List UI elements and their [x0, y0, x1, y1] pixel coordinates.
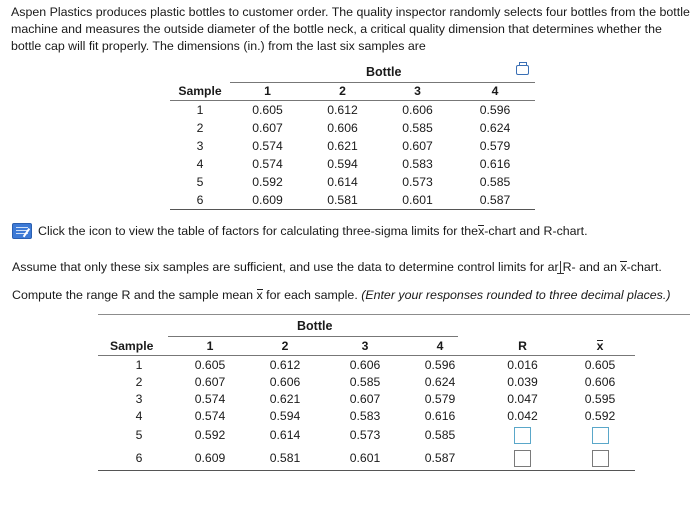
cell: 0.606 — [402, 103, 433, 117]
x-bar-symbol: x — [478, 224, 485, 238]
cell: 0.596 — [424, 357, 456, 372]
cell: 0.574 — [194, 408, 226, 423]
bottle-header: Bottle — [366, 65, 402, 79]
cell: 0.574 — [252, 157, 283, 171]
cell: 0.614 — [327, 175, 358, 189]
factors-link-line[interactable] — [12, 223, 692, 239]
assume-text-post: -chart. — [626, 260, 662, 274]
factors-text-pre: Click the icon to view the table of factors for calculating three-sigma limits for the — [38, 224, 479, 238]
col-bottle-2: 2 — [305, 82, 380, 101]
table-row — [98, 424, 635, 446]
mean-input-cell — [565, 424, 635, 446]
col-bottle-2: 2 — [240, 337, 330, 356]
cell: 0.585 — [424, 428, 456, 442]
x-bar-symbol: x — [596, 339, 604, 353]
table-row — [170, 101, 535, 120]
factors-text-post: -chart and R-chart. — [484, 224, 588, 238]
table-row — [98, 446, 635, 471]
col-mean — [565, 337, 635, 356]
assume-text-pre: Assume that only these six samples are sufficient, and use the data to determine control limits for ar — [12, 260, 559, 274]
cell: 4 — [196, 157, 204, 171]
table-row — [98, 407, 635, 424]
rounding-hint: (Enter your responses rounded to three decimal places.) — [361, 288, 671, 302]
table-row — [170, 155, 535, 173]
cell: 0.573 — [402, 175, 433, 189]
cell: 0.607 — [252, 121, 283, 135]
range-value: 0.016 — [507, 357, 538, 372]
cell: 0.601 — [380, 191, 455, 210]
x-bar-symbol: x — [256, 288, 263, 302]
cell: 0.587 — [455, 191, 535, 210]
cell: 0.594 — [327, 157, 358, 171]
x-bar-symbol: x — [620, 260, 627, 274]
compute-text-pre: Compute the range R and the sample mean — [12, 288, 257, 302]
cell: 0.585 — [402, 121, 433, 135]
col-bottle-4: 4 — [455, 82, 535, 101]
cell: 0.579 — [424, 391, 456, 406]
copy-icon[interactable] — [516, 65, 529, 75]
cell: 0.581 — [240, 446, 330, 471]
cell: 0.612 — [269, 357, 301, 372]
cell: 0.605 — [252, 103, 283, 117]
cell: 0.574 — [252, 139, 283, 153]
table-row — [98, 356, 635, 374]
cell: 0.594 — [269, 408, 301, 423]
cell: 0.579 — [479, 139, 511, 153]
cell: 0.616 — [479, 157, 511, 171]
cell: 0.592 — [194, 428, 226, 442]
cell: 1 — [135, 357, 143, 372]
range-input-5[interactable] — [514, 427, 531, 444]
cell: 0.606 — [327, 121, 358, 135]
mean-value: 0.592 — [584, 408, 616, 423]
problem-intro: Aspen Plastics produces plastic bottles to customer order. The quality inspector randomly selects four bottles from the bottle machine and measures the outside diameter of the bottle neck, a critical quality dimension that determines whether the bottle cap will fit properly. The dimensions (in.) from the last six samples are — [11, 5, 690, 53]
cell: 2 — [135, 374, 143, 389]
cell: 0.607 — [402, 139, 433, 153]
range-value: 0.047 — [507, 391, 538, 406]
cell: 4 — [135, 408, 143, 423]
cell: 0.585 — [479, 175, 511, 189]
cell: 0.583 — [402, 157, 433, 171]
cell: 0.621 — [269, 391, 301, 406]
cell: 0.574 — [194, 391, 226, 406]
range-input-cell — [480, 424, 565, 446]
assume-text-mid: R- and an — [562, 260, 621, 274]
assume-instruction — [12, 260, 692, 274]
table-icon[interactable] — [12, 223, 32, 239]
range-value: 0.042 — [507, 408, 538, 423]
cell: 5 — [135, 428, 143, 442]
table-row — [98, 373, 635, 390]
cell: 5 — [196, 175, 204, 189]
col-bottle-1: 1 — [180, 337, 240, 356]
cell: 0.612 — [327, 103, 358, 117]
cell: 0.601 — [330, 446, 400, 471]
cell: 0.614 — [269, 428, 301, 442]
col-sample: Sample — [98, 337, 180, 356]
cell: 0.609 — [180, 446, 240, 471]
cell: 0.587 — [400, 446, 480, 471]
table-row — [170, 119, 535, 137]
mean-value: 0.605 — [584, 357, 616, 372]
cell: 0.573 — [349, 428, 381, 442]
cell: 0.606 — [269, 374, 301, 389]
cell: 0.607 — [194, 374, 226, 389]
cell: 0.607 — [349, 391, 381, 406]
col-bottle-1: 1 — [230, 82, 305, 101]
table-row — [170, 191, 535, 210]
compute-text-mid: for each sample. — [262, 288, 362, 302]
cell: 0.624 — [479, 121, 511, 135]
mean-value: 0.595 — [584, 391, 616, 406]
range-value: 0.039 — [507, 374, 538, 389]
range-input-6[interactable] — [514, 450, 531, 467]
col-sample: Sample — [170, 82, 230, 101]
cell: 0.592 — [252, 175, 283, 189]
col-bottle-3: 3 — [330, 337, 400, 356]
col-bottle-4: 4 — [400, 337, 480, 356]
cell: 0.621 — [327, 139, 358, 153]
cell: 0.605 — [194, 357, 226, 372]
mean-input-6[interactable] — [592, 450, 609, 467]
cell: 0.583 — [349, 408, 381, 423]
cell: 0.609 — [230, 191, 305, 210]
cell: 0.585 — [349, 374, 381, 389]
bottle-header: Bottle — [297, 319, 333, 333]
cell: 0.596 — [479, 103, 511, 117]
cell: 2 — [196, 121, 204, 135]
col-bottle-3: 3 — [380, 82, 455, 101]
mean-input-cell — [565, 446, 635, 471]
cell: 0.606 — [349, 357, 381, 372]
table-row — [170, 137, 535, 155]
table-row — [170, 173, 535, 191]
mean-input-5[interactable] — [592, 427, 609, 444]
table-row — [98, 390, 635, 407]
text-cursor-icon — [560, 261, 562, 273]
cell: 6 — [98, 446, 180, 471]
range-input-cell — [480, 446, 565, 471]
compute-instruction — [12, 288, 692, 302]
cell: 3 — [196, 139, 204, 153]
cell: 1 — [196, 103, 204, 117]
section-divider — [98, 314, 690, 315]
cell: 0.624 — [424, 374, 456, 389]
col-range: R — [480, 337, 565, 356]
mean-value: 0.606 — [584, 374, 616, 389]
cell: 0.616 — [424, 408, 456, 423]
cell: 6 — [170, 191, 230, 210]
cell: 3 — [135, 391, 143, 406]
cell: 0.581 — [305, 191, 380, 210]
